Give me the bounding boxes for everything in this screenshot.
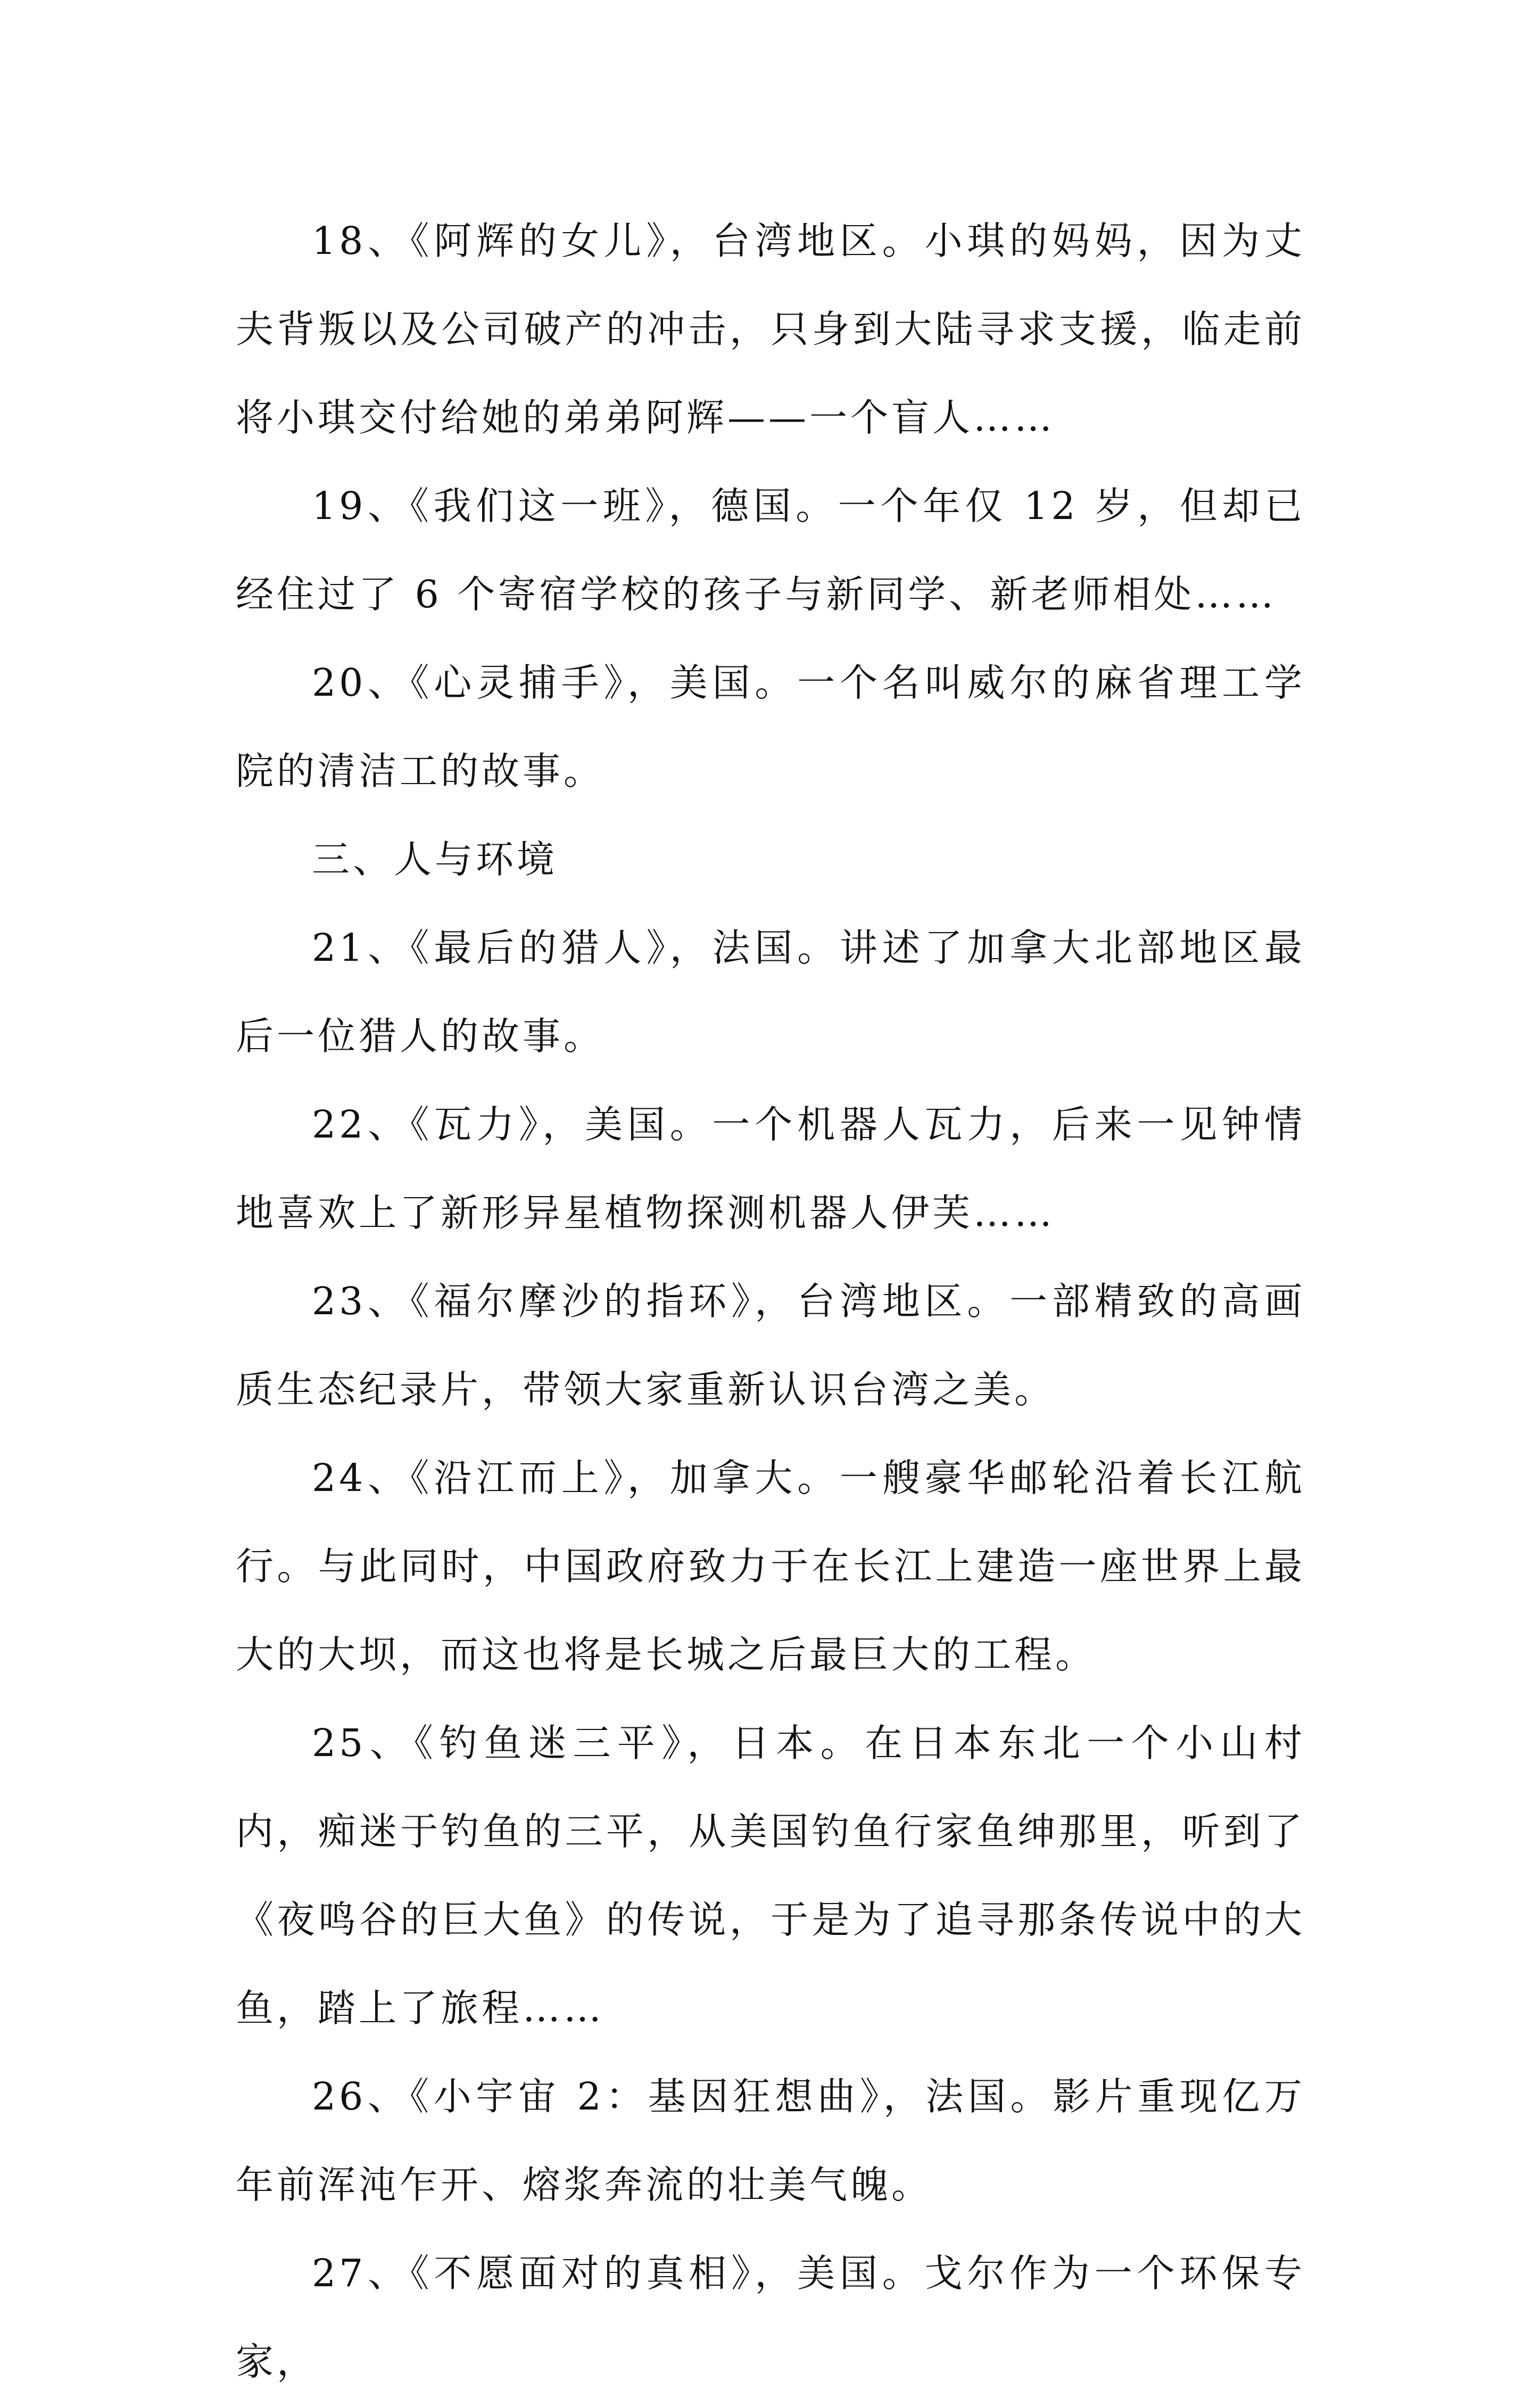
list-item-25: 25、《钓鱼迷三平》，日本。在日本东北一个小山村内，痴迷于钓鱼的三平，从美国钓鱼行家鱼绅那里，听到了《夜鸣谷的巨大鱼》的传说，于是为了追寻那条传说中的大鱼，踏上了旅程……	[236, 1721, 1305, 2030]
list-item-22: 22、《瓦力》，美国。一个机器人瓦力，后来一见钟情地喜欢上了新形异星植物探测机器人伊芙……	[236, 1102, 1305, 1235]
list-item-19: 19、《我们这一班》，德国。一个年仅 12 岁，但却已经住过了 6 个寄宿学校的孩子与新同学、新老师相处……	[236, 484, 1305, 616]
list-item-21: 21、《最后的猎人》，法国。讲述了加拿大北部地区最后一位猎人的故事。	[236, 926, 1305, 1058]
list-item-24: 24、《沿江而上》，加拿大。一艘豪华邮轮沿着长江航行。与此同时，中国政府致力于在长江上建造一座世界上最大的大坝，而这也将是长城之后最巨大的工程。	[236, 1456, 1305, 1677]
list-item-27: 27、《不愿面对的真相》，美国。戈尔作为一个环保专家，	[236, 2251, 1305, 2384]
section-heading: 三、人与环境	[312, 837, 558, 881]
document-body	[236, 197, 1305, 2406]
list-item-20: 20、《心灵捕手》，美国。一个名叫威尔的麻省理工学院的清洁工的故事。	[236, 661, 1305, 793]
list-item-23: 23、《福尔摩沙的指环》，台湾地区。一部精致的高画质生态纪录片，带领大家重新认识台湾之美。	[236, 1279, 1305, 1412]
list-item-26: 26、《小宇宙 2：基因狂想曲》，法国。影片重现亿万年前浑沌乍开、熔浆奔流的壮美气魄。	[236, 2074, 1305, 2207]
list-item-18: 18、《阿辉的女儿》，台湾地区。小琪的妈妈，因为丈夫背叛以及公司破产的冲击，只身到大陆寻求支援，临走前将小琪交付给她的弟弟阿辉——一个盲人……	[236, 219, 1305, 440]
